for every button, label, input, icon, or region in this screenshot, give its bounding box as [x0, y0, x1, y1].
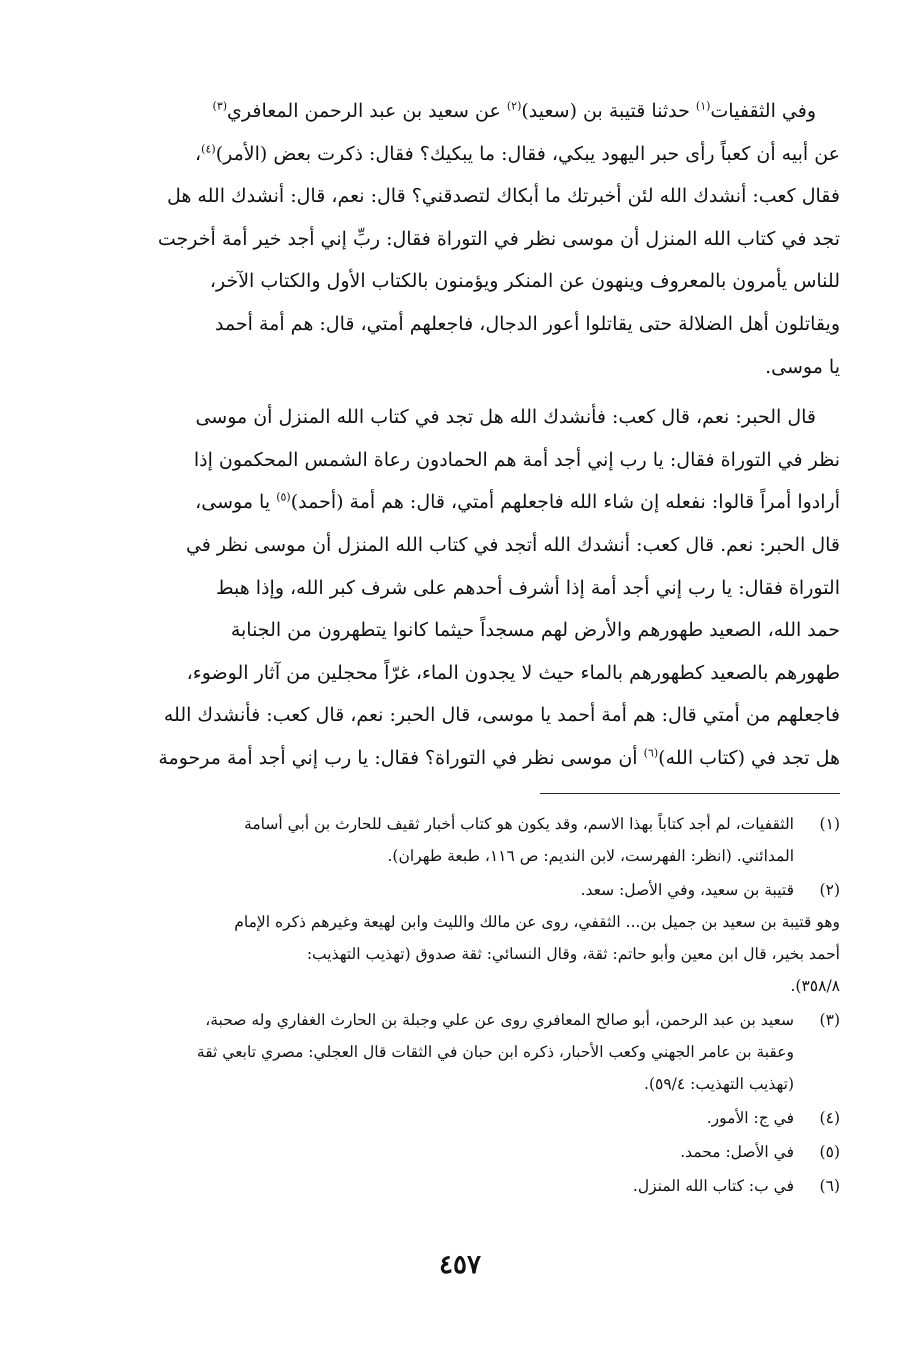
text-line: أرادوا أمراً قالوا: نفعله إن شاء الله فاجعلهم أمتي، قال: هم أمة (أحمد)$^{(٥)}$ يا موسى، — [195, 491, 840, 514]
paragraph-2 — [95, 396, 840, 779]
footnote-marker: (٦) — [643, 746, 659, 760]
footnote-number: (٥) — [819, 1143, 840, 1161]
text-line: طهورهم بالصعيد كطهورهم بالماء حيث لا يجدون الماء، غرّاً محجلين من آثار الوضوء، — [186, 661, 840, 684]
text-line: فقال كعب: أنشدك الله لئن أخبرتك ما أبكاك لتصدقني؟ قال: نعم، قال: أنشدك الله هل — [166, 185, 840, 208]
footnote-body — [95, 1102, 794, 1134]
text-line: تجد في كتاب الله المنزل أن موسى نظر في التوراة فقال: ربِّ إني أجد خير أمة أخرجت — [157, 227, 840, 250]
text-line: وفي الثقفيات$^{(١)}$ حدثنا قتيبة بن (سعيد)$^{(٢)}$ عن سعيد بن عبد الرحمن المعافري$^{(٣)}$ — [212, 99, 816, 122]
footnote-line: في ب: كتاب الله المنزل. — [632, 1177, 794, 1195]
footnote-body — [95, 1170, 794, 1202]
footnote-marker: (٤) — [201, 142, 216, 156]
footnotes — [95, 808, 840, 1204]
footnote-marker: (٥) — [276, 491, 291, 505]
footnote-body — [95, 808, 794, 872]
footnote-5 — [95, 1136, 840, 1168]
footnote-line: المدائني. (انظر: الفهرست، لابن النديم: ص ١١٦، طبعة طهران). — [387, 847, 794, 865]
footnote-line: في الأصل: محمد. — [680, 1143, 794, 1161]
paragraph-1 — [95, 90, 840, 388]
text-line: عن أبيه أن كعباً رأى حبر اليهود يبكي، فقال: ما يبكيك؟ فقال: ذكرت بعض (الأمر)$^{(٤)}$، — [195, 142, 840, 165]
text-line: فاجعلهم من أمتي قال: هم أمة أحمد يا موسى، قال الحبر: نعم، قال كعب: فأنشدك الله — [163, 704, 840, 727]
footnote-line: الثقفيات، لم أجد كتاباً بهذا الاسم، وقد يكون هو كتاب أخبار ثقيف للحارث بن أبي أسامة — [244, 815, 794, 833]
footnote-body — [95, 1136, 794, 1168]
text-line: للناس يأمرون بالمعروف وينهون عن المنكر ويؤمنون بالكتاب الأول والكتاب الآخر، — [209, 270, 840, 293]
footnote-marker: (٢) — [506, 99, 522, 113]
footnote-line: قتيبة بن سعيد، وفي الأصل: سعد. — [580, 881, 794, 899]
text-line: قال الحبر: نعم، قال كعب: فأنشدك الله هل تجد في كتاب الله المنزل أن موسى — [195, 406, 816, 429]
footnote-line: في ج: الأمور. — [706, 1109, 794, 1127]
footnote-1 — [95, 808, 840, 872]
footnote-line: (تهذيب التهذيب: ٥٩/٤). — [644, 1075, 794, 1093]
main-text — [95, 90, 840, 780]
text-line: يا موسى. — [765, 355, 840, 378]
text-line: قال الحبر: نعم. قال كعب: أنشدك الله أتجد في كتاب الله المنزل أن موسى نظر في — [185, 533, 840, 556]
footnote-number: (٦) — [819, 1177, 840, 1195]
footnote-body — [95, 1004, 794, 1100]
text-line: حمد الله، الصعيد طهورهم والأرض لهم مسجداً حيثما كانوا يتطهرون من الجنابة — [230, 619, 840, 642]
footnote-3 — [95, 1004, 840, 1100]
page-number: ٤٥٧ — [439, 1250, 481, 1280]
footnote-6 — [95, 1170, 840, 1202]
footnote-body — [95, 874, 840, 1002]
footnote-line: أحمد بخير، قال ابن معين وأبو حاتم: ثقة، وقال النسائي: ثقة صدوق (تهذيب التهذيب: — [306, 945, 840, 963]
footnote-number: (١) — [819, 815, 840, 833]
text-line: ويقاتلون أهل الضلالة حتى يقاتلوا أعور الدجال، فاجعلهم أمتي، قال: هم أمة أحمد — [214, 312, 840, 335]
text-line: هل تجد في (كتاب الله)$^{(٦)}$ أن موسى نظر في التوراة؟ فقال: يا رب إني أجد أمة مرحومة — [158, 746, 840, 769]
footnote-marker: (١) — [695, 99, 711, 113]
footnote-2 — [95, 874, 840, 1002]
footnote-line: ٣٥٨/٨). — [790, 977, 840, 995]
footnote-number: (٣) — [819, 1011, 840, 1029]
footnote-marker: (٣) — [212, 99, 228, 113]
footnote-4 — [95, 1102, 840, 1134]
footnote-line: وهو قتيبة بن سعيد بن جميل بن... الثقفي، روى عن مالك والليث وابن لهيعة وغيرهم ذكره الإمام — [234, 913, 840, 931]
footnote-number: (٤) — [819, 1109, 840, 1127]
footnote-line: سعيد بن عبد الرحمن، أبو صالح المعافري روى عن علي وجبلة بن الحارث الغفاري وله صحبة، — [205, 1011, 794, 1029]
footnote-line: وعقبة بن عامر الجهني وكعب الأحبار، ذكره ابن حبان في الثقات قال العجلي: مصري تابعي ثقة — [196, 1043, 794, 1061]
footnote-separator — [540, 793, 840, 794]
text-line: التوراة فقال: يا رب إني أجد أمة إذا أشرف أحدهم على شرف كبر الله، وإذا هبط — [215, 576, 840, 599]
text-line: نظر في التوراة فقال: يا رب إني أجد أمة هم الحمادون رعاة الشمس المحكمون إذا — [193, 448, 840, 471]
footnote-number: (٢) — [819, 881, 840, 899]
